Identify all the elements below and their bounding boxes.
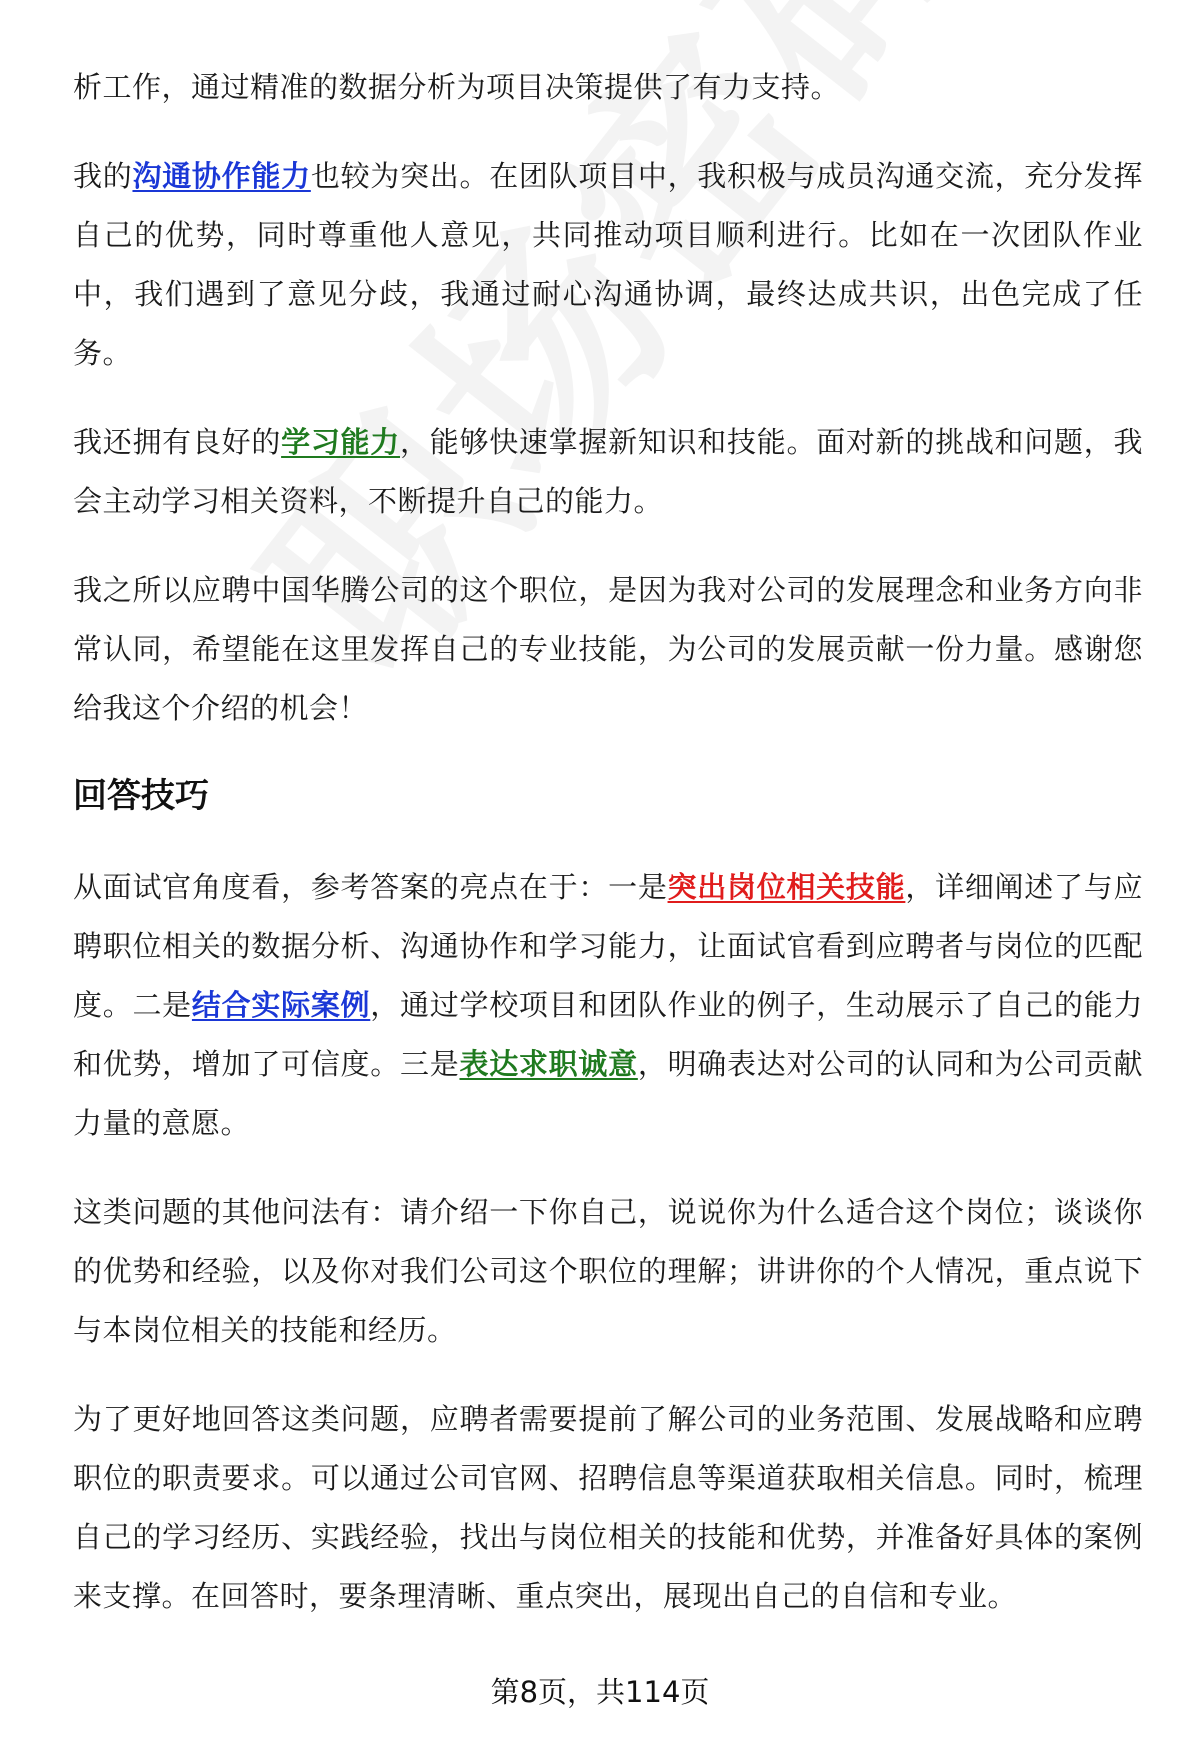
paragraph-text: ，能够快速掌握新知识和技能。面对新的挑战和问题，我会主动学习相关资料，不断提升自己的能力。 xyxy=(73,425,1143,518)
paragraph-text: ，明确表达对公司的认同和为公司贡献力量的意愿。 xyxy=(73,1047,1143,1140)
paragraph-text: 析工作，通过精准的数据分析为项目决策提供了有力支持。 xyxy=(73,70,841,104)
section-heading: 回答技巧 xyxy=(73,776,209,816)
content xyxy=(73,58,1143,1656)
paragraph-text: 从面试官角度看，参考答案的亮点在于：一是 xyxy=(73,870,668,904)
paragraph xyxy=(73,1390,1143,1626)
paragraph-text: 我的 xyxy=(73,159,133,193)
page-footer: 第8页，共114页 xyxy=(490,1675,710,1709)
highlighted-keyword: 学习能力 xyxy=(281,425,401,459)
paragraph xyxy=(73,858,1143,1153)
paragraph xyxy=(73,413,1143,531)
highlighted-keyword: 表达求职诚意 xyxy=(459,1047,638,1081)
paragraph xyxy=(73,58,1143,117)
paragraph-text: 为了更好地回答这类问题，应聘者需要提前了解公司的业务范围、发展战略和应聘职位的职责要求。可以通过公司官网、招聘信息等渠道获取相关信息。同时，梳理自己的学习经历、实践经验，找出与岗位相关的技能和优势，并准备好具体的案例来支撑。在回答时，要条理清晰、重点突出，展现出自己的自信和专业。 xyxy=(73,1402,1143,1613)
paragraph-text: 也较为突出。在团队项目中，我积极与成员沟通交流，充分发挥自己的优势，同时尊重他人意见，共同推动项目顺利进行。比如在一次团队作业中，我们遇到了意见分歧，我通过耐心沟通协调，最终达成共识，出色完成了任务。 xyxy=(73,159,1143,370)
paragraph-text: 这类问题的其他问法有：请介绍一下你自己，说说你为什么适合这个岗位；谈谈你的优势和经验，以及你对我们公司这个职位的理解；讲讲你的个人情况，重点说下与本岗位相关的技能和经历。 xyxy=(73,1195,1143,1347)
paragraph xyxy=(73,1183,1143,1360)
highlighted-keyword: 沟通协作能力 xyxy=(132,159,311,193)
paragraph-text: ，详细阐述了与应聘职位相关的数据分析、沟通协作和学习能力，让面试官看到应聘者与岗位的匹配度。二是 xyxy=(73,870,1143,1022)
body-section-1 xyxy=(73,58,1143,738)
highlighted-keyword: 突出岗位相关技能 xyxy=(667,870,906,904)
paragraph-text: 我之所以应聘中国华腾公司的这个职位，是因为我对公司的发展理念和业务方向非常认同，希望能在这里发挥自己的专业技能，为公司的发展贡献一份力量。感谢您给我这个介绍的机会！ xyxy=(73,573,1143,725)
body-section-2 xyxy=(73,858,1143,1626)
paragraph-text: 我还拥有良好的 xyxy=(73,425,282,459)
highlighted-keyword: 结合实际案例 xyxy=(191,988,371,1022)
paragraph-text: ，通过学校项目和团队作业的例子，生动展示了自己的能力和优势，增加了可信度。三是 xyxy=(73,988,1143,1081)
paragraph xyxy=(73,147,1143,383)
paragraph xyxy=(73,561,1143,738)
